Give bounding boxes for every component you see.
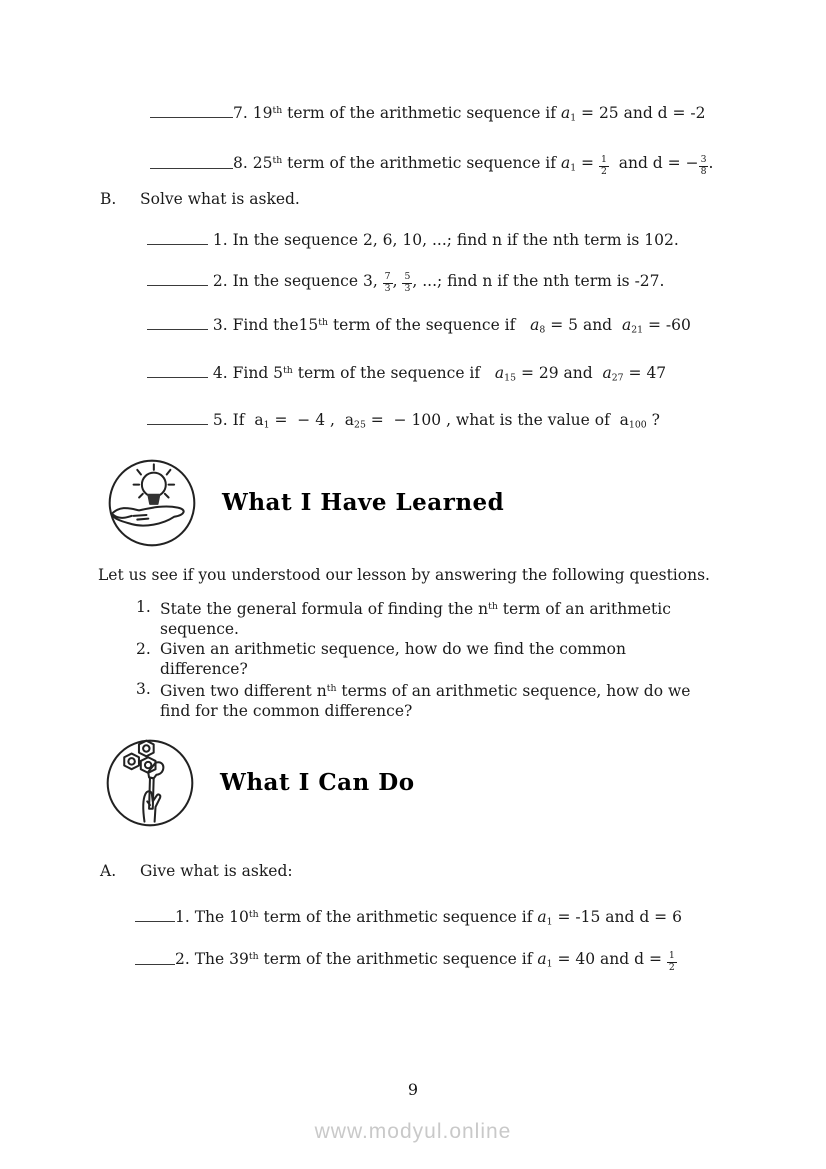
section-a-item-2: 2. The 39th term of the arithmetic sequence if $a_1 = 40$ and d = $\frac{1}{2}$ [135, 944, 795, 977]
what-i-can-do-header [104, 736, 624, 830]
question-number: 1. [136, 598, 151, 616]
question-number: 2. [136, 640, 151, 659]
question-line: difference? [160, 660, 248, 679]
page-number: 9 [407, 1080, 419, 1099]
fraction: $\frac{5}{3}$ [404, 271, 411, 295]
section-a-heading [100, 860, 780, 882]
section-b-heading [100, 188, 780, 210]
what-i-can-do-title: What I Can Do [220, 769, 415, 796]
learned-question-3 [136, 679, 756, 721]
exercise-item-7: 7. 19th term of the arithmetic sequence if $a_1 = 25$ and d = -2 [150, 98, 790, 131]
answer-blank [150, 102, 233, 119]
section-b-item-1: 1. In the sequence 2, 6, 10, ...; find n if the nth term is 102. [147, 227, 787, 253]
learned-question-2 [136, 639, 756, 679]
watermark: www.modyul.online [314, 1120, 512, 1143]
answer-blank [150, 152, 233, 169]
what-i-have-learned-title: What I Have Learned [222, 489, 505, 516]
answer-blank [147, 270, 208, 287]
what-i-have-learned-header [106, 456, 666, 550]
question-number: 3. [136, 680, 151, 699]
question-line: sequence. [160, 620, 239, 639]
wrench-in-hand-icon [104, 736, 196, 830]
exercise-items-7-8 [150, 98, 790, 199]
fraction: $\frac{1}{2}$ [600, 153, 607, 177]
section-b-item-3: 3. Find the15th term of the sequence if $a_8 = 5$ and $a_{21} = -60$ [147, 310, 787, 343]
section-a-title: Give what is asked: [140, 862, 293, 880]
fraction: $\frac{7}{3}$ [384, 271, 391, 295]
question-line: Given an arithmetic sequence, how do we find the common [160, 640, 626, 659]
question-line: Given two different $n^{th}$ terms of an arithmetic sequence, how do we [160, 682, 691, 701]
answer-blank [135, 906, 175, 923]
learned-intro: Let us see if you understood our lesson by answering the following questions. [98, 566, 710, 584]
learned-question-1 [136, 597, 756, 639]
section-a-label: A. [100, 862, 117, 880]
section-b-item-2: 2. In the sequence 3, $\frac{7}{3}$ , $\frac{5}{3}$ , ...; find n if the nth term is -27. [147, 268, 787, 295]
section-a-item-1: 1. The 10th term of the arithmetic sequence if $a_1 = -15$ and d = 6 [135, 902, 795, 935]
lightbulb-in-hand-icon [106, 456, 198, 550]
section-b-title: Solve what is asked. [140, 190, 300, 208]
answer-blank [135, 948, 175, 965]
section-b-item-5: 5. If $a_1$ = − 4 , $a_{25}$ = − 100 , what is the value of $a_{100}$ ? [147, 407, 787, 438]
exercise-item-8: 8. 25th term of the arithmetic sequence if $a_1$ = $\frac{1}{2}$ and d = − $\frac{3}{8}$ . [150, 148, 790, 181]
question-line: find for the common difference? [160, 702, 413, 721]
answer-blank [147, 313, 208, 330]
section-b-item-4: 4. Find 5th term of the sequence if $a_{15} = 29$ and $a_{27} = 47$ [147, 358, 787, 391]
answer-blank [147, 362, 208, 379]
fraction: $\frac{3}{8}$ [700, 153, 707, 177]
section-a [100, 860, 780, 882]
fraction: $\frac{1}{2}$ [668, 949, 675, 973]
section-b-items [147, 227, 787, 453]
section-b [100, 188, 780, 210]
question-line: State the general formula of finding the $n^{th}$ term of an arithmetic [160, 600, 671, 619]
section-b-label: B. [100, 190, 117, 208]
section-a-items [135, 902, 795, 987]
answer-blank [147, 408, 208, 425]
learned-questions [136, 597, 756, 721]
answer-blank [147, 229, 208, 246]
